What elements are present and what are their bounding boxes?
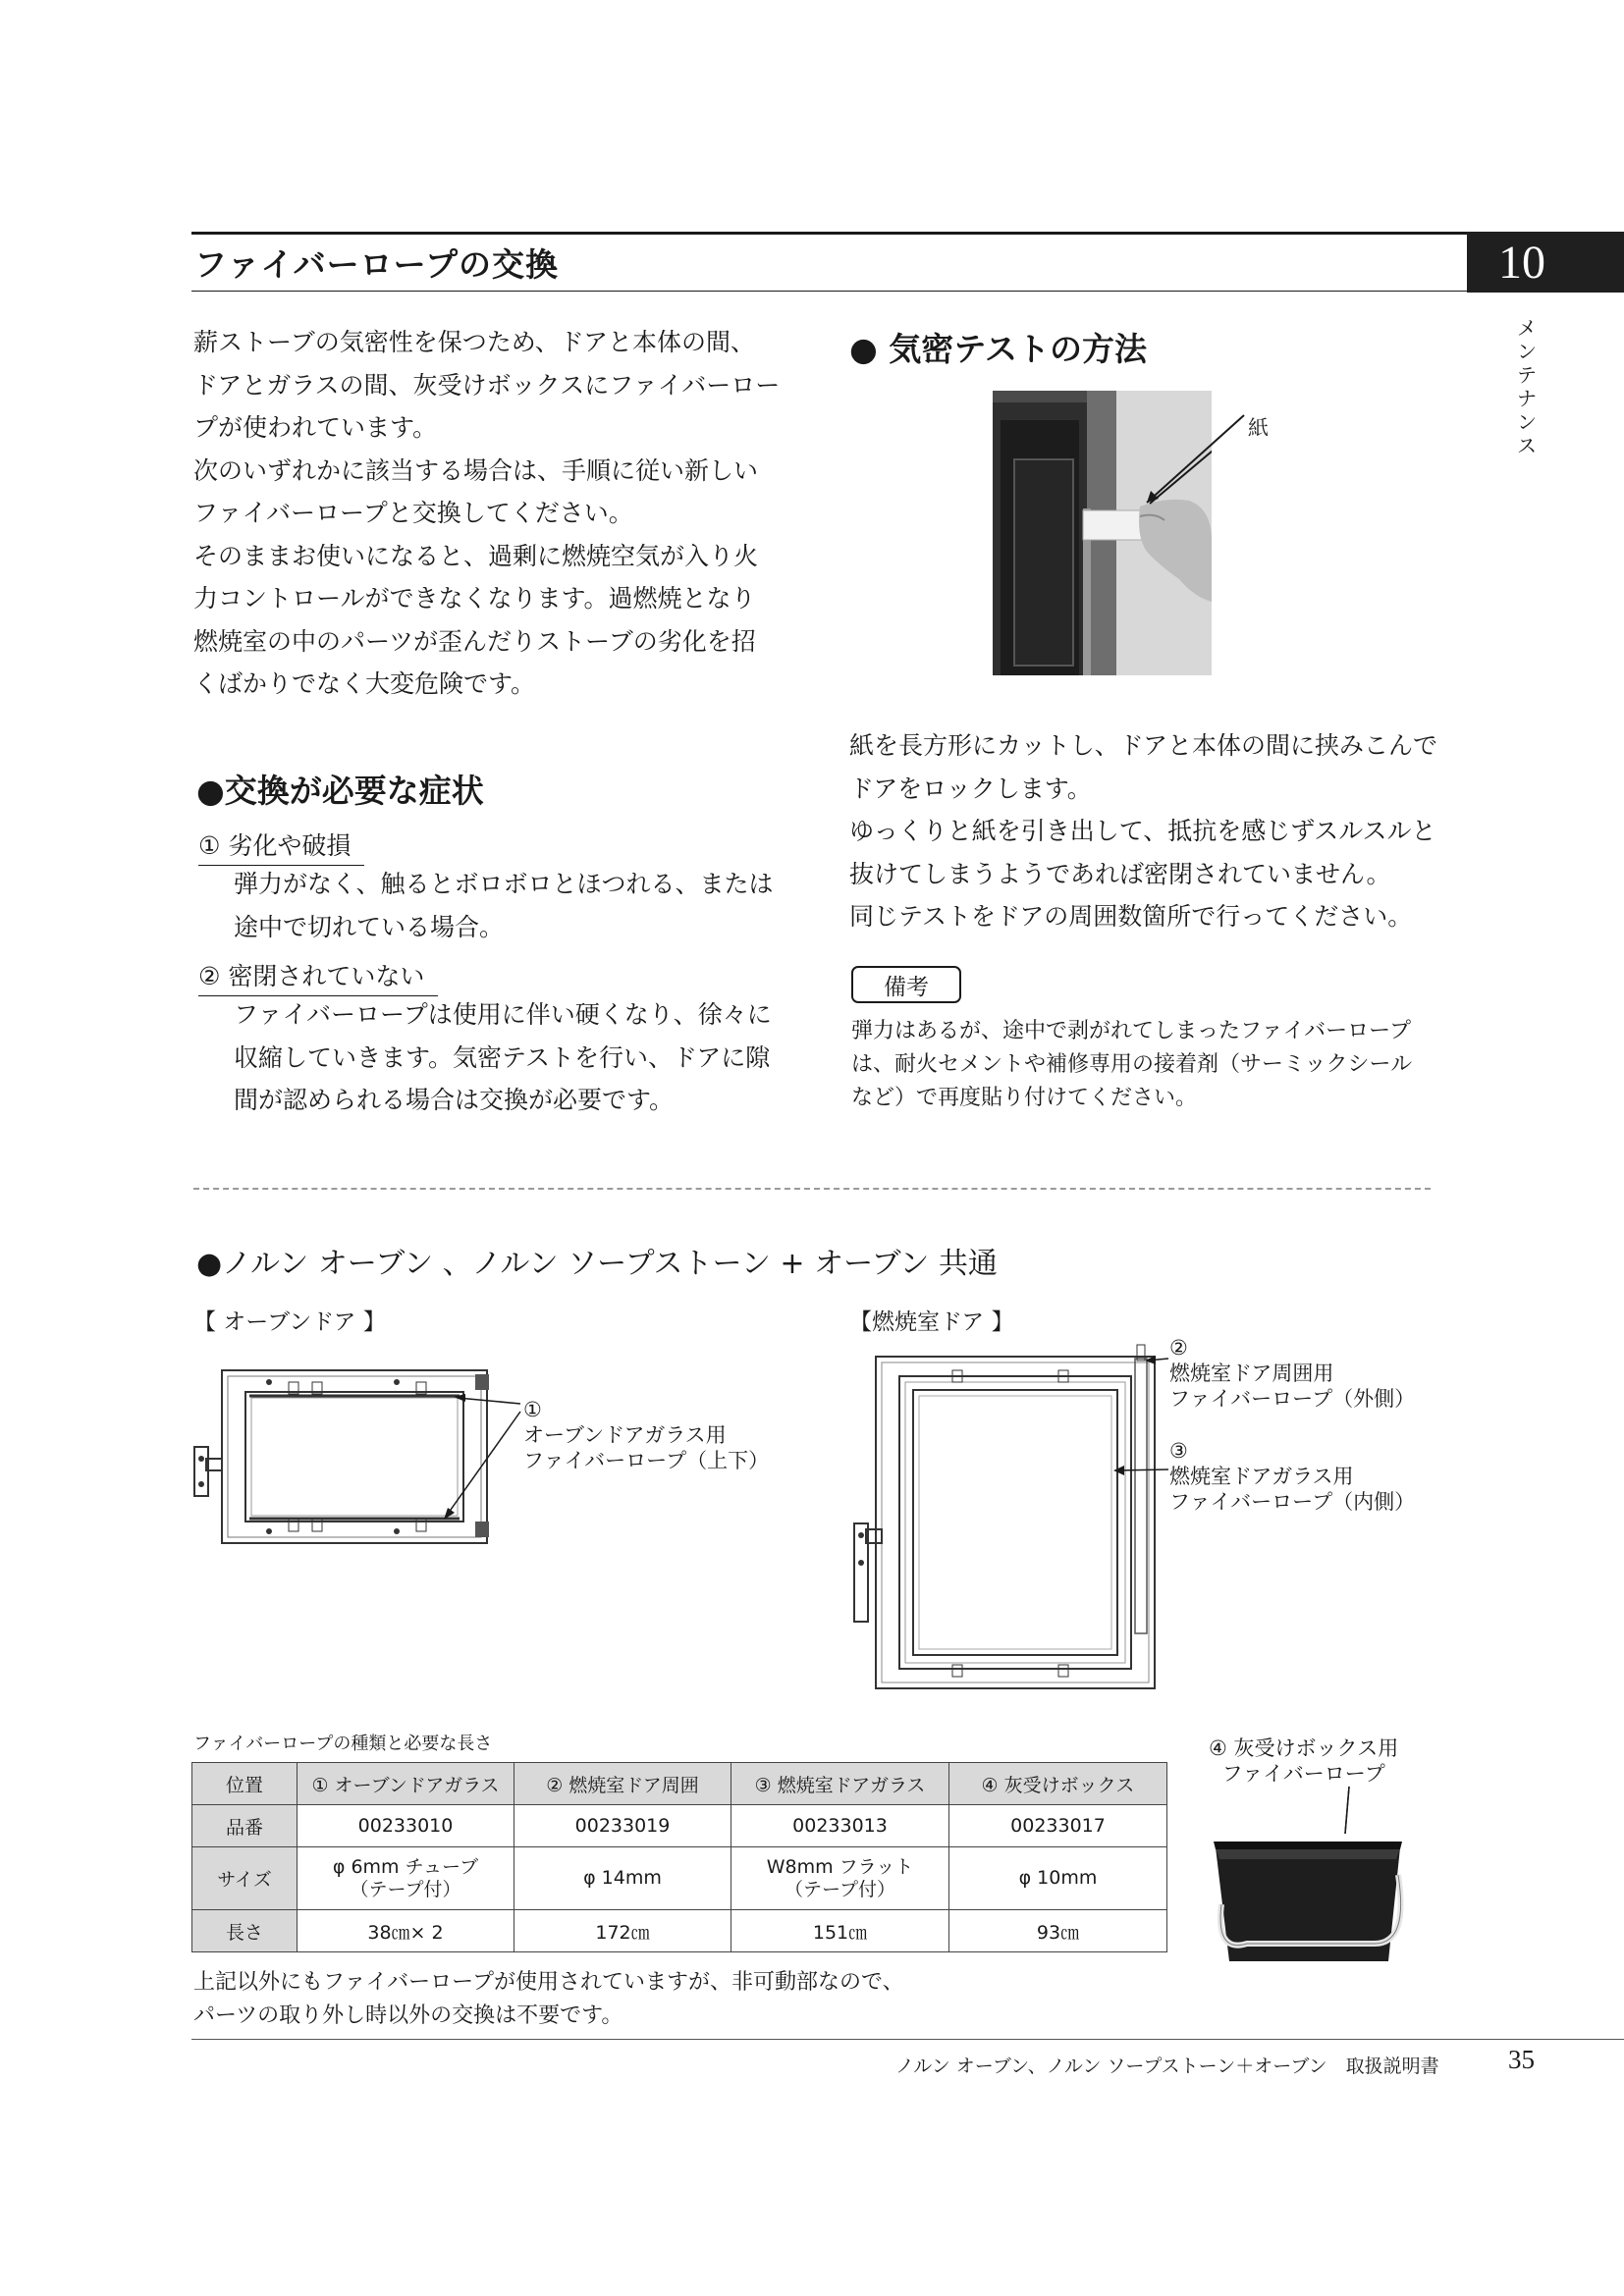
table-header-cell: ① オーブンドアガラス	[298, 1763, 514, 1805]
table-caption: ファイバーロープの種類と必要な長さ	[193, 1734, 493, 1754]
symptom-1-body	[234, 863, 774, 948]
airtight-test-body	[849, 724, 1437, 938]
symptom-line: ファイバーロープは使用に伴い硬くなり、徐々に	[234, 1000, 772, 1029]
table-cell	[298, 1847, 514, 1910]
paper-leader-line	[1139, 412, 1247, 510]
side-label-char: メ	[1517, 316, 1537, 340]
oven-door-diagram	[189, 1364, 527, 1551]
table-cell	[514, 1847, 731, 1910]
intro-line: 次のいずれかに該当する場合は、手順に従い新しい	[193, 455, 759, 485]
table-row	[192, 1910, 1167, 1952]
callout-line: オーブンドアガラス用	[523, 1423, 727, 1447]
table-footnote	[193, 1966, 904, 2033]
side-label-char: ン	[1517, 340, 1537, 363]
table-cell: 00233013	[731, 1805, 949, 1847]
intro-line: くばかりでなく大変危険です。	[193, 669, 536, 698]
table-header-cell: ④ 灰受けボックス	[949, 1763, 1167, 1805]
row-label: 品番	[192, 1805, 298, 1847]
callout-line: ①	[523, 1398, 542, 1421]
test-line: ドアをロックします。	[849, 774, 1092, 803]
note-line: は、耐火セメントや補修専用の接着剤（サーミックシール	[851, 1052, 1413, 1077]
symptom-line: 弾力がなく、触るとボロボロとほつれる、または	[234, 870, 774, 898]
door-perimeter-rope-callout	[1169, 1335, 1415, 1412]
page-number: 35	[1508, 2045, 1535, 2074]
intro-line: プが使われています。	[193, 413, 438, 442]
table-row	[192, 1847, 1167, 1910]
intro-line: ドアとガラスの間、灰受けボックスにファイバーロー	[193, 370, 781, 400]
row-label: 長さ	[192, 1910, 298, 1952]
table-cell: 38㎝× 2	[298, 1910, 514, 1952]
table-header-cell: ③ 燃焼室ドアガラス	[731, 1763, 949, 1805]
table-cell: 00233019	[514, 1805, 731, 1847]
common-section-heading: ●ノルン オーブン 、ノルン ソープストーン + オーブン 共通	[196, 1247, 998, 1281]
note-badge: 備考	[851, 966, 961, 1003]
note-body	[851, 1015, 1412, 1115]
note-line: 弾力はあるが、途中で剥がれてしまったファイバーロープ	[851, 1019, 1412, 1043]
callout-line: ②	[1169, 1336, 1188, 1360]
oven-glass-rope-callout	[523, 1397, 769, 1473]
table-cell: 151㎝	[731, 1910, 949, 1952]
callout-line: ③	[1169, 1439, 1188, 1463]
door-glass-rope-callout	[1169, 1438, 1415, 1515]
paper-label: 紙	[1248, 416, 1269, 440]
combustion-door-diagram	[844, 1337, 1173, 1692]
callout-line: 燃焼室ドア周囲用	[1169, 1362, 1334, 1385]
ash-box-callout	[1209, 1735, 1398, 1787]
cell-line: φ 10mm	[1018, 1867, 1098, 1889]
side-label-char: ナ	[1517, 387, 1537, 410]
test-line: 抜けてしまうようであれば密閉されていません。	[849, 859, 1391, 888]
table-cell: 172㎝	[514, 1910, 731, 1952]
side-label-char: テ	[1517, 363, 1537, 387]
airtight-test-heading: ● 気密テストの方法	[849, 330, 1147, 368]
symptoms-heading: ●交換が必要な症状	[196, 772, 484, 810]
table-header-cell: 位置	[192, 1763, 298, 1805]
test-line: 紙を長方形にカットし、ドアと本体の間に挟みこんで	[849, 731, 1438, 760]
table-cell	[731, 1847, 949, 1910]
title-bottom-rule	[191, 291, 1467, 292]
table-header-cell: ② 燃焼室ドア周囲	[514, 1763, 731, 1805]
footer-manual-title: ノルン オーブン、ノルン ソープストーン＋オーブン 取扱説明書	[895, 2056, 1439, 2077]
row-label: サイズ	[192, 1847, 298, 1910]
side-chapter-label	[1510, 316, 1543, 457]
callout-line: 燃焼室ドアガラス用	[1169, 1465, 1354, 1488]
table-header-row	[192, 1763, 1167, 1805]
test-line: ゆっくりと紙を引き出して、抵抗を感じずスルスルと	[849, 817, 1436, 845]
cell-line: φ 6mm チューブ	[332, 1855, 479, 1878]
intro-paragraph	[193, 321, 780, 706]
intro-line: ファイバーロープと交換してください。	[193, 499, 633, 527]
symptom-line: 収縮していきます。気密テストを行い、ドアに隙	[234, 1042, 771, 1072]
table-cell: 93㎝	[949, 1910, 1167, 1952]
table-cell: 00233017	[949, 1805, 1167, 1847]
ash-box-image	[1208, 1787, 1404, 1978]
test-line: 同じテストをドアの周囲数箇所で行ってください。	[849, 902, 1413, 931]
table-row	[192, 1805, 1167, 1847]
callout-line: ④ 灰受けボックス用	[1209, 1736, 1399, 1760]
rope-spec-table	[191, 1762, 1167, 1952]
callout-line: ファイバーロープ（内側）	[1169, 1490, 1416, 1514]
page-title: ファイバーロープの交換	[194, 245, 560, 284]
callout-line: ファイバーロープ	[1221, 1762, 1385, 1786]
note-line: など）で再度貼り付けてください。	[851, 1086, 1198, 1110]
footnote-line: 上記以外にもファイバーロープが使用されていますが、非可動部なので、	[193, 1970, 904, 1995]
side-label-char: ン	[1517, 410, 1537, 434]
combustion-door-label: 【燃焼室ドア 】	[849, 1309, 1014, 1335]
callout-line: ファイバーロープ（外側）	[1169, 1387, 1416, 1411]
section-divider	[193, 1188, 1431, 1190]
cell-line: （テープ付）	[784, 1878, 896, 1900]
oven-door-label: 【 オーブンドア 】	[193, 1309, 386, 1335]
symptom-line: 途中で切れている場合。	[234, 912, 505, 941]
intro-line: 燃焼室の中のパーツが歪んだりストーブの劣化を招	[193, 626, 756, 656]
symptom-2-body	[234, 993, 772, 1122]
callout-line: ファイバーロープ（上下）	[523, 1449, 770, 1472]
table-cell: 00233010	[298, 1805, 514, 1847]
title-top-rule	[191, 232, 1467, 235]
footnote-line: パーツの取り外し時以外の交換は不要です。	[193, 2003, 623, 2028]
table-cell	[949, 1847, 1167, 1910]
symptom-line: 間が認められる場合は交換が必要です。	[234, 1086, 675, 1114]
intro-line: 薪ストーブの気密性を保つため、ドアと本体の間、	[193, 328, 756, 356]
symptom-1-title: ① 劣化や破損	[198, 827, 364, 866]
cell-line: φ 14mm	[583, 1867, 662, 1889]
intro-line: そのままお使いになると、過剰に燃焼空気が入り火	[193, 541, 759, 570]
cell-line: W8mm フラット	[766, 1855, 914, 1878]
intro-line: 力コントロールができなくなります。過燃焼となり	[193, 584, 756, 613]
cell-line: （テープ付）	[350, 1878, 461, 1900]
footer-rule	[191, 2039, 1624, 2040]
chapter-number-badge: 10	[1467, 232, 1624, 293]
symptom-2-title: ② 密閉されていない	[198, 957, 438, 996]
side-label-char: ス	[1517, 434, 1537, 457]
